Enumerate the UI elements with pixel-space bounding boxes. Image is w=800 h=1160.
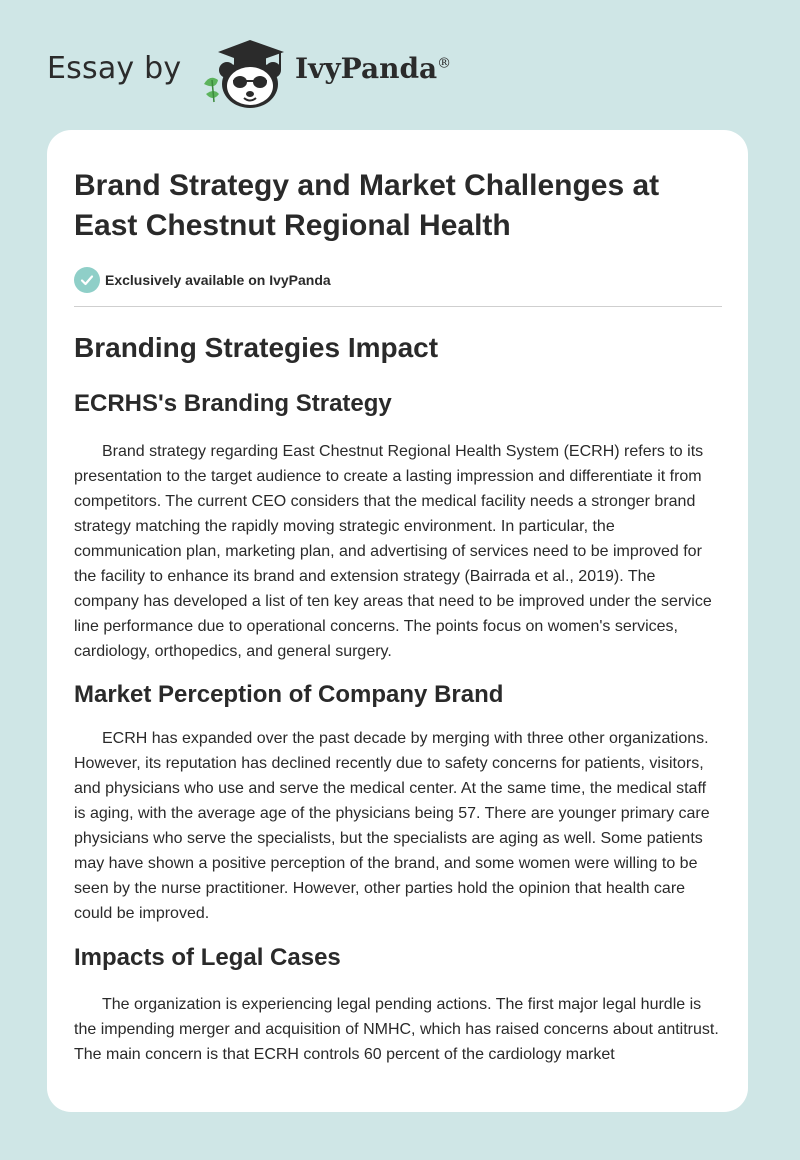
- paragraph-legal-cases: The organization is experiencing legal pending actions. The first major legal hurdle is the impending merger and acquisition of NMHC, which has raised concerns about antitrust. The main concern is that ECRH controls 60 percent of the cardiology market: [74, 996, 719, 1063]
- essay-card: [47, 130, 748, 1112]
- divider: [74, 306, 722, 307]
- exclusive-label: Exclusively available on IvyPanda: [105, 272, 331, 288]
- subsection-heading-legal-cases: Impacts of Legal Cases: [74, 944, 341, 971]
- essay-by-label: Essay by: [47, 51, 182, 86]
- page-title: Brand Strategy and Market Challenges at East Chestnut Regional Health: [74, 169, 660, 242]
- paragraph-market-perception: ECRH has expanded over the past decade by merging with three other organizations. However, its reputation has declined recently due to safety concerns for patients, visitors, and physicians who use and serve the medical center. At the same time, the medical staff is aging, with the average age of the physicians being 57. There are younger primary care physicians who serve the specialists, but the specialists are aging as well. Some patients may have shown a positive perception of the brand, and some women were willing to be seen by the nurse practitioner. However, other parties hold the opinion that health care could be improved.: [74, 730, 710, 922]
- panda-graduate-logo-icon[interactable]: [200, 34, 286, 110]
- check-circle-icon: [74, 267, 100, 293]
- subsection-heading-branding-strategy: ECRHS's Branding Strategy: [74, 390, 392, 417]
- site-header: [47, 34, 547, 110]
- subsection-heading-market-perception: Market Perception of Company Brand: [74, 681, 504, 708]
- paragraph-branding-strategy: Brand strategy regarding East Chestnut Regional Health System (ECRH) refers to its presentation to the target audience to create a lasting impression and differentiate it from competitors. The current CEO considers that the medical facility needs a stronger brand strategy matching the rapidly moving strategic environment. In particular, the communication plan, marketing plan, and advertising of services need to be improved for the facility to enhance its brand and extension strategy (Bairrada et al., 2019). The company has developed a list of ten key areas that need to be improved under the service line performance due to operational concerns. The points focus on women's services, cardiology, orthopedics, and general surgery.: [74, 443, 712, 660]
- section-heading: Branding Strategies Impact: [74, 332, 439, 363]
- brand-name[interactable]: IvyPanda®: [295, 52, 452, 85]
- exclusive-badge: [74, 266, 722, 294]
